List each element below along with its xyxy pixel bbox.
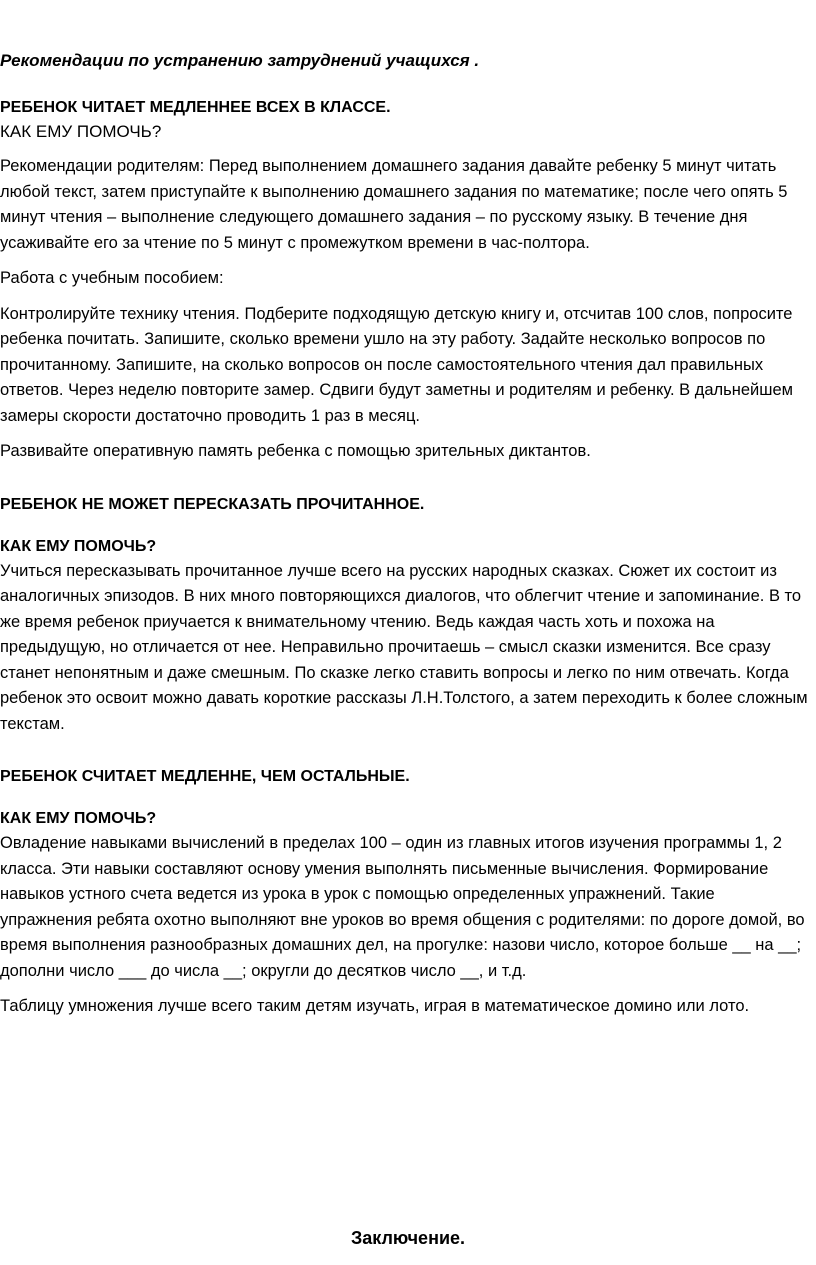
paragraph-textbook-work: Работа с учебным пособием:	[0, 269, 224, 287]
paragraph-memory-dictation: Развивайте оперативную память ребенка с помощью зрительных диктантов.	[0, 442, 591, 460]
document-title: Рекомендации по устранению затруднений учащихся .	[0, 51, 480, 70]
section-heading-slow-counting: РЕБЕНОК СЧИТАЕТ МЕДЛЕННЕ, ЧЕМ ОСТАЛЬНЫЕ.	[0, 768, 410, 785]
paragraph-retelling-fairy-tales: Учиться пересказывать прочитанное лучше всего на русских народных сказках. Сюжет их состоит из аналогичных эпизодов. В них много повторяющихся диалогов, что облегчит чтение и запоминание. В то же время ребенок приучается к внимательному чтению. Ведь каждая часть хоть и похожа на предыдущую, но отличается от нее. Неправильно прочитаешь – смысл сказки изменится. Все сразу станет непонятным и даже смешным. По сказке легко ставить вопросы и легко по ним отвечать. Когда ребенок это освоит можно давать короткие рассказы Л.Н.Толстого, а затем переходить к более сложным текстам.	[0, 561, 808, 733]
section-subheading-how-to-help: КАК ЕМУ ПОМОЧЬ?	[0, 537, 157, 555]
section-spacer	[0, 475, 816, 493]
paragraph-reading-control: Контролируйте технику чтения. Подберите подходящую детскую книгу и, отсчитав 100 слов, попросите ребенка почитать. Запишите, сколько времени ушло на эту работу. Задайте несколько вопросов по прочитанному. Запишите, на сколько вопросов он после самостоятельного чтения дал правильных ответов. Через неделю повторите замер. Сдвиги будут заметны и родителям и ребенку. В дальнейшем замеры скорости достаточно проводить 1 раз в месяц.	[0, 304, 794, 425]
paragraph-counting-skills: Овладение навыками вычислений в пределах 100 – один из главных итогов изучения программы 1, 2 класса. Эти навыки составляют основу умения выполнять письменные вычисления. Формирование навыков устного счета ведется из урока в урок с помощью определенных упражнений. Такие упражнения ребята охотно выполняют вне уроков во время общения с родителями: по дороге домой, во время выполнения разнообразных домашних дел, на прогулке: назови число, которое больше __ на __; дополни число ___ до числа __; округли до десятков число __, и т.д.	[0, 834, 805, 980]
section-spacer	[0, 517, 816, 535]
section-heading-retelling: РЕБЕНОК НЕ МОЖЕТ ПЕРЕСКАЗАТЬ ПРОЧИТАННОЕ.	[0, 495, 425, 513]
section-spacer	[0, 747, 816, 765]
section-heading-slow-reading: РЕБЕНОК ЧИТАЕТ МЕДЛЕННЕЕ ВСЕХ В КЛАССЕ.	[0, 99, 391, 116]
conclusion-heading: Заключение.	[350, 1228, 466, 1248]
section-spacer	[0, 789, 816, 807]
paragraph-multiplication-table: Таблицу умножения лучше всего таким детям изучать, играя в математическое домино или лото.	[0, 997, 750, 1015]
section-subheading-how-to-help: КАК ЕМУ ПОМОЧЬ?	[0, 122, 162, 141]
section-subheading-how-to-help: КАК ЕМУ ПОМОЧЬ?	[0, 810, 157, 827]
paragraph-parent-recommendations: Рекомендации родителям: Перед выполнением домашнего задания давайте ребенку 5 минут читать любой текст, затем приступайте к выполнению домашнего задания по математике; после чего опять 5 минут чтения – выполнение следующего домашнего задания – по русскому языку. В течение дня усаживайте его за чтение по 5 минут с промежутком времени в час-полтора.	[0, 157, 788, 252]
